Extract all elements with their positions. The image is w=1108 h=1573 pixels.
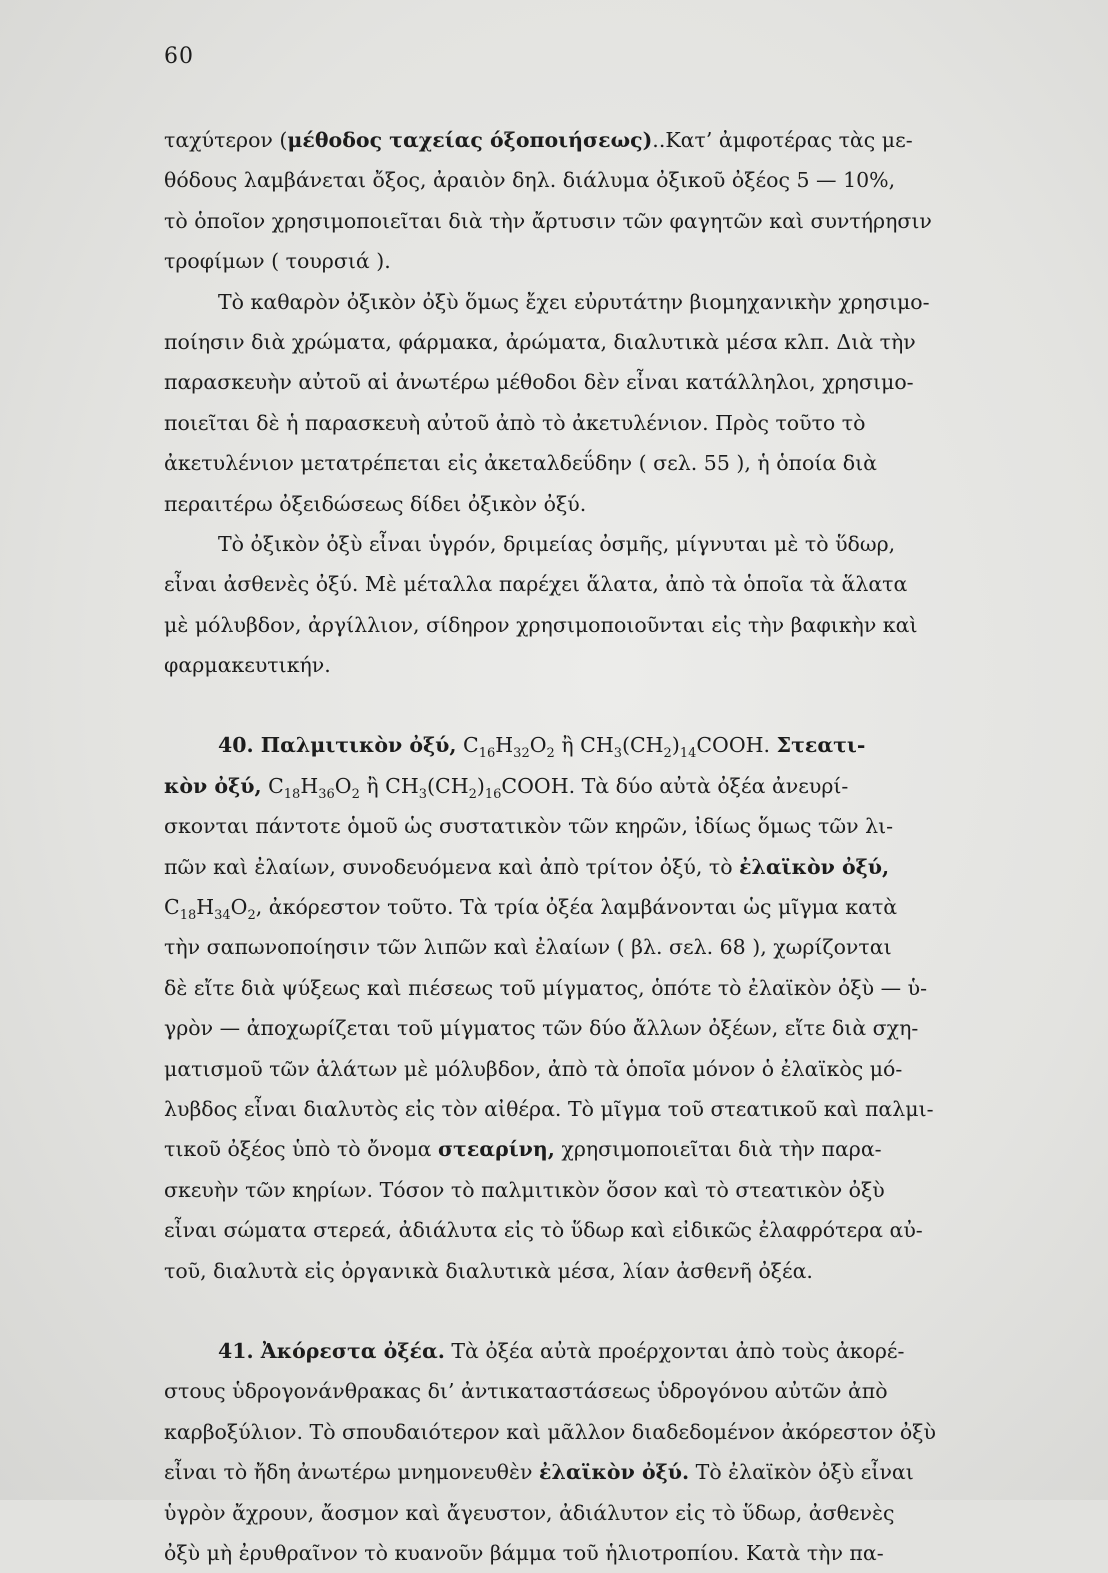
text-line: [164, 201, 1036, 241]
text-run: καρβοξύλιον. Τὸ σπουδαιότερον καὶ μᾶλλον διαδεδομένον ἀκόρεστον ὀξὺ: [164, 1419, 936, 1444]
text-line: [164, 1371, 1036, 1411]
bold-text: 41. Ἀκόρεστα ὀξέα.: [218, 1338, 445, 1363]
subscript: 16: [478, 746, 496, 762]
text-run: (CH: [621, 733, 664, 758]
subscript: 2: [546, 746, 555, 762]
text-line: [164, 1412, 1036, 1452]
text-line: [164, 282, 1036, 322]
paragraph-gap: [164, 1291, 1036, 1331]
subscript: 34: [214, 908, 231, 924]
text-run: (CH: [427, 773, 469, 798]
bold-text: κὸν ὀξύ,: [164, 773, 262, 798]
text-line: [164, 362, 1036, 402]
text-run: τροφίμων ( τουρσιά ).: [164, 249, 391, 274]
text-line: [164, 1533, 1036, 1573]
bold-text: Στεατι-: [776, 733, 866, 758]
text-line: [164, 241, 1036, 281]
text-line: [164, 322, 1036, 362]
text-run: Τὸ ἐλαϊκὸν ὀξὺ εἶναι: [689, 1460, 914, 1485]
text-run: H: [495, 733, 514, 758]
subscript: 2: [247, 908, 256, 924]
text-line: [164, 160, 1036, 200]
text-run: τοῦ, διαλυτὰ εἰς ὀργανικὰ διαλυτικὰ μέσα, λίαν ἀσθενῆ ὀξέα.: [164, 1258, 813, 1283]
text-run: ἢ CH: [554, 733, 614, 758]
paragraph-gap: [164, 685, 1036, 725]
text-run: ὀξὺ μὴ ἐρυθραῖνον τὸ κυανοῦν βάμμα τοῦ ἡλιοτροπίου. Κατὰ τὴν πα-: [164, 1540, 884, 1565]
paragraph: [164, 725, 1036, 1290]
text-run: O: [529, 733, 547, 758]
body-text: [164, 120, 1036, 1573]
paragraph: [164, 120, 1036, 282]
text-run: O: [230, 895, 248, 920]
text-run: παρασκευὴν αὐτοῦ αἱ ἀνωτέρω μέθοδοι δὲν εἶναι κατάλληλοι, χρησιμο-: [164, 370, 914, 395]
text-run: ἢ CH: [359, 773, 419, 798]
text-run: ποιεῖται δὲ ἡ παρασκευὴ αὐτοῦ ἀπὸ τὸ ἀκετυλένιον. Πρὸς τοῦτο τὸ: [164, 410, 866, 435]
text-run: εἶναι ἀσθενὲς ὀξύ. Μὲ μέταλλα παρέχει ἅλατα, ἀπὸ τὰ ὁποῖα τὰ ἅλατα: [164, 572, 908, 597]
text-run: χρησιμοποιεῖται διὰ τὴν παρα-: [554, 1137, 882, 1162]
bold-text: ἐλαϊκὸν ὀξύ,: [739, 854, 890, 879]
text-run: ἀκετυλένιον μετατρέπεται εἰς ἀκεταλδεΰδην ( σελ. 55 ), ἡ ὁποία διὰ: [164, 451, 877, 476]
text-run: O: [334, 773, 352, 798]
text-run: C: [456, 733, 479, 758]
text-run: λυβδος εἶναι διαλυτὸς εἰς τὸν αἰθέρα. Τὸ μῖγμα τοῦ στεατικοῦ καὶ παλμι-: [164, 1096, 934, 1121]
text-line: [164, 1008, 1036, 1048]
text-line: [164, 1493, 1036, 1533]
subscript: 36: [318, 786, 335, 802]
subscript: 3: [418, 786, 428, 802]
bold-text: ἐλαϊκὸν ὀξύ.: [539, 1460, 690, 1485]
text-run: ματισμοῦ τῶν ἁλάτων μὲ μόλυβδον, ἀπὸ τὰ ὁποῖα μόνον ὁ ἐλαϊκὸς μό-: [164, 1056, 903, 1081]
text-run: Τὸ ὀξικὸν ὀξὺ εἶναι ὑγρόν, δριμείας ὀσμῆς, μίγνυται μὲ τὸ ὕδωρ,: [218, 531, 896, 556]
text-line: [164, 968, 1036, 1008]
text-run: Τὸ καθαρὸν ὀξικὸν ὀξὺ ὅμως ἔχει εὐρυτάτην βιομηχανικὴν χρησιμο-: [218, 289, 930, 314]
text-line: [164, 1251, 1036, 1291]
text-run: H: [196, 895, 215, 920]
text-run: τικοῦ ὀξέος ὑπὸ τὸ ὄνομα: [164, 1137, 438, 1162]
text-line: [164, 564, 1036, 604]
text-run: σκονται πάντοτε ὁμοῦ ὡς συστατικὸν τῶν κηρῶν, ἰδίως ὅμως τῶν λι-: [164, 814, 894, 839]
text-run: COOH.: [696, 733, 777, 758]
text-run: εἶναι τὸ ἤδη ἀνωτέρω μνημονευθὲν: [164, 1460, 540, 1485]
page-number: 60: [164, 44, 194, 69]
bold-text: 40. Παλμιτικὸν ὀξύ,: [218, 733, 457, 758]
text-run: περαιτέρω ὀξειδώσεως δίδει ὀξικὸν ὀξύ.: [164, 491, 587, 516]
text-line: [164, 1331, 1036, 1371]
paragraph: [164, 282, 1036, 524]
text-run: δὲ εἴτε διὰ ψύξεως καὶ πιέσεως τοῦ μίγματος, ὁπότε τὸ ἐλαϊκὸν ὀξὺ — ὑ-: [164, 975, 928, 1000]
text-run: στους ὑδρογονάνθρακας δι’ ἀντικαταστάσεως ὑδρογόνου αὐτῶν ἀπὸ: [164, 1379, 888, 1404]
bold-text: στεαρίνη,: [437, 1137, 555, 1162]
text-line: [164, 766, 1036, 806]
text-line: [164, 403, 1036, 443]
text-line: [164, 927, 1036, 967]
text-run: ..Κατ’ ἀμφοτέρας τὰς με-: [652, 128, 913, 152]
text-line: [164, 443, 1036, 483]
text-run: ταχύτερον (: [164, 128, 288, 152]
text-run: ποίησιν διὰ χρώματα, φάρμακα, ἀρώματα, διαλυτικὰ μέσα κλπ. Διὰ τὴν: [164, 329, 916, 354]
text-line: [164, 1089, 1036, 1129]
text-line: [164, 120, 1036, 160]
text-line: [164, 1049, 1036, 1089]
text-run: εἶναι σώματα στερεά, ἀδιάλυτα εἰς τὸ ὕδωρ καὶ εἰδικῶς ἐλαφρότερα αὐ-: [164, 1218, 923, 1243]
text-run: γρὸν — ἀποχωρίζεται τοῦ μίγματος τῶν δύο ἄλλων ὀξέων, εἴτε διὰ σχη-: [164, 1016, 919, 1041]
text-run: , ἀκόρεστον τοῦτο. Τὰ τρία ὀξέα λαμβάνονται ὡς μῖγμα κατὰ: [255, 895, 898, 920]
bold-text: μέθοδος ταχείας όξοποιήσεως): [287, 128, 653, 152]
text-run: COOH. Τὰ δύο αὐτὰ ὀξέα ἀνευρί-: [501, 773, 849, 798]
text-line: [164, 806, 1036, 846]
text-run: θόδους λαμβάνεται ὄξος, ἀραιὸν δηλ. διάλυμα ὀξικοῦ ὀξέος 5 — 10%,: [164, 168, 896, 193]
paragraph: [164, 524, 1036, 686]
subscript: 3: [613, 746, 622, 762]
text-line: [164, 1170, 1036, 1210]
text-line: [164, 725, 1036, 765]
text-line: [164, 484, 1036, 524]
text-line: [164, 645, 1036, 685]
subscript: 18: [283, 786, 301, 802]
paragraph: [164, 1331, 1036, 1573]
text-line: [164, 524, 1036, 564]
text-run: ὑγρὸν ἄχρουν, ἄοσμον καὶ ἄγευστον, ἀδιάλυτον εἰς τὸ ὕδωρ, ἀσθενὲς: [164, 1500, 895, 1525]
text-line: [164, 1210, 1036, 1250]
subscript: 14: [679, 746, 697, 762]
text-line: [164, 847, 1036, 887]
text-run: πῶν καὶ ἐλαίων, συνοδευόμενα καὶ ἀπὸ τρίτον ὀξύ, τὸ: [164, 854, 740, 879]
text-line: [164, 605, 1036, 645]
text-run: φαρμακευτικήν.: [164, 653, 331, 678]
text-line: [164, 1129, 1036, 1169]
subscript: 16: [484, 786, 502, 802]
text-run: μὲ μόλυβδον, ἀργίλλιον, σίδηρον χρησιμοποιοῦνται εἰς τὴν βαφικὴν καὶ: [164, 612, 918, 637]
subscript: 32: [513, 746, 530, 762]
subscript: 18: [179, 908, 197, 924]
text-run: σκευὴν τῶν κηρίων. Τόσον τὸ παλμιτικὸν ὅσον καὶ τὸ στεατικὸν ὀξὺ: [164, 1177, 885, 1202]
text-run: C: [164, 895, 180, 920]
text-run: τὴν σαπωνοποίησιν τῶν λιπῶν καὶ ἐλαίων ( βλ. σελ. 68 ), χωρίζονται: [164, 935, 892, 960]
text-run: ): [476, 773, 485, 798]
subscript: 2: [468, 786, 477, 802]
text-run: τὸ ὁποῖον χρησιμοποιεῖται διὰ τὴν ἄρτυσιν τῶν φαγητῶν καὶ συντήρησιν: [164, 208, 932, 233]
text-run: C: [261, 773, 284, 798]
subscript: 2: [663, 746, 672, 762]
text-run: H: [300, 773, 319, 798]
text-line: [164, 887, 1036, 927]
text-line: [164, 1452, 1036, 1492]
text-run: Τὰ ὀξέα αὐτὰ προέρχονται ἀπὸ τοὺς ἀκορέ-: [444, 1338, 905, 1363]
text-run: ): [671, 733, 680, 758]
subscript: 2: [351, 786, 360, 802]
